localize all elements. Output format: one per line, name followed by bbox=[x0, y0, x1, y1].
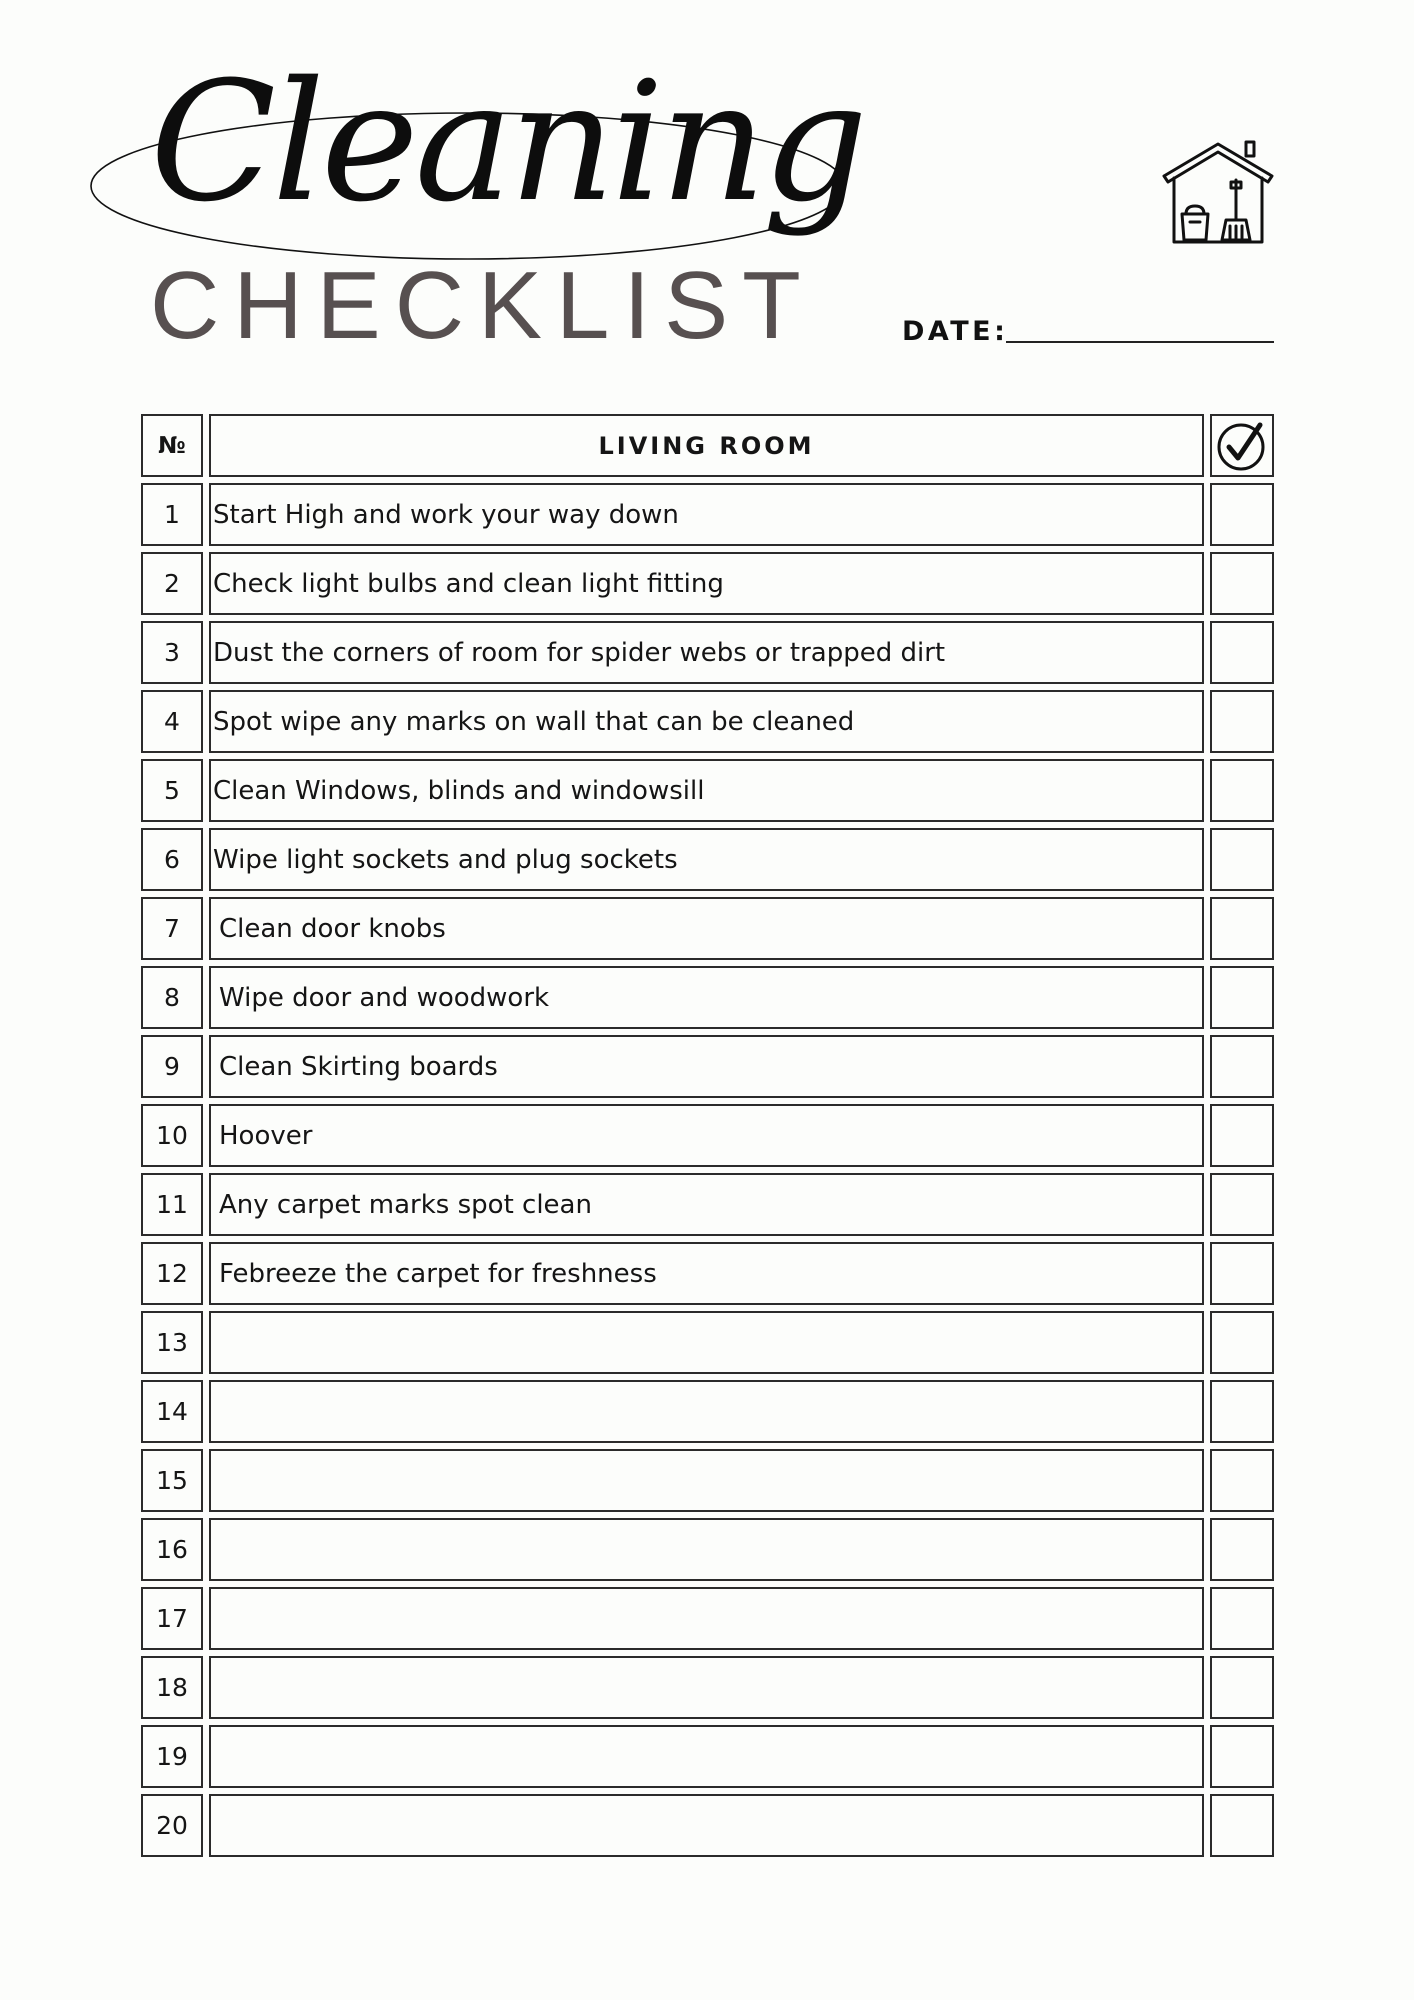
task-checkbox[interactable] bbox=[1210, 1035, 1274, 1098]
task-checkbox[interactable] bbox=[1210, 1449, 1274, 1512]
task-checkbox[interactable] bbox=[1210, 897, 1274, 960]
task-text: Dust the corners of room for spider webs or trapped dirt bbox=[209, 621, 1204, 684]
page-header bbox=[0, 0, 1414, 390]
task-checkbox[interactable] bbox=[1210, 1380, 1274, 1443]
table-row bbox=[141, 1725, 1274, 1788]
task-text bbox=[209, 1587, 1204, 1650]
task-checkbox[interactable] bbox=[1210, 1587, 1274, 1650]
row-number: 4 bbox=[141, 690, 203, 753]
task-checkbox[interactable] bbox=[1210, 483, 1274, 546]
task-text: Clean Windows, blinds and windowsill bbox=[209, 759, 1204, 822]
row-number: 11 bbox=[141, 1173, 203, 1236]
table-row bbox=[141, 1518, 1274, 1581]
table-row bbox=[141, 1242, 1274, 1305]
title-main: CHECKLIST bbox=[150, 252, 815, 359]
task-text: Febreeze the carpet for freshness bbox=[209, 1242, 1204, 1305]
task-checkbox[interactable] bbox=[1210, 690, 1274, 753]
table-row bbox=[141, 483, 1274, 546]
row-number: 14 bbox=[141, 1380, 203, 1443]
row-number: 3 bbox=[141, 621, 203, 684]
table-row bbox=[141, 1311, 1274, 1374]
task-checkbox[interactable] bbox=[1210, 759, 1274, 822]
task-checkbox[interactable] bbox=[1210, 966, 1274, 1029]
date-label: DATE: bbox=[902, 316, 1009, 347]
task-text: Hoover bbox=[209, 1104, 1204, 1167]
task-text bbox=[209, 1311, 1204, 1374]
task-checkbox[interactable] bbox=[1210, 1725, 1274, 1788]
table-row bbox=[141, 1656, 1274, 1719]
table-row bbox=[141, 1380, 1274, 1443]
checklist-table bbox=[141, 414, 1274, 1857]
task-text: Clean door knobs bbox=[209, 897, 1204, 960]
row-number: 9 bbox=[141, 1035, 203, 1098]
task-checkbox[interactable] bbox=[1210, 1794, 1274, 1857]
table-row bbox=[141, 1449, 1274, 1512]
table-row bbox=[141, 1794, 1274, 1857]
task-checkbox[interactable] bbox=[1210, 1104, 1274, 1167]
table-row bbox=[141, 759, 1274, 822]
row-number: 7 bbox=[141, 897, 203, 960]
row-number: 19 bbox=[141, 1725, 203, 1788]
task-text: Check light bulbs and clean light fitting bbox=[209, 552, 1204, 615]
table-row bbox=[141, 1173, 1274, 1236]
table-row bbox=[141, 1035, 1274, 1098]
task-text bbox=[209, 1725, 1204, 1788]
row-number: 15 bbox=[141, 1449, 203, 1512]
row-number: 13 bbox=[141, 1311, 203, 1374]
task-checkbox[interactable] bbox=[1210, 828, 1274, 891]
table-row bbox=[141, 621, 1274, 684]
row-number: 10 bbox=[141, 1104, 203, 1167]
house-with-cleaning-supplies-icon bbox=[1160, 140, 1276, 246]
task-checkbox[interactable] bbox=[1210, 1656, 1274, 1719]
task-checkbox[interactable] bbox=[1210, 1173, 1274, 1236]
task-text bbox=[209, 1380, 1204, 1443]
task-text bbox=[209, 1449, 1204, 1512]
table-row bbox=[141, 897, 1274, 960]
task-text: Clean Skirting boards bbox=[209, 1035, 1204, 1098]
table-row bbox=[141, 1104, 1274, 1167]
section-title: LIVING ROOM bbox=[209, 414, 1204, 477]
row-number: 17 bbox=[141, 1587, 203, 1650]
task-checkbox[interactable] bbox=[1210, 1242, 1274, 1305]
task-text: Wipe light sockets and plug sockets bbox=[209, 828, 1204, 891]
task-text: Wipe door and woodwork bbox=[209, 966, 1204, 1029]
task-text: Start High and work your way down bbox=[209, 483, 1204, 546]
check-circle-icon bbox=[1216, 420, 1268, 472]
row-number: 6 bbox=[141, 828, 203, 891]
date-input-line[interactable] bbox=[1006, 341, 1274, 343]
table-row bbox=[141, 966, 1274, 1029]
check-column-header bbox=[1210, 414, 1274, 477]
table-row bbox=[141, 552, 1274, 615]
number-column-header: № bbox=[141, 414, 203, 477]
row-number: 5 bbox=[141, 759, 203, 822]
task-text bbox=[209, 1656, 1204, 1719]
row-number: 2 bbox=[141, 552, 203, 615]
task-text: Spot wipe any marks on wall that can be cleaned bbox=[209, 690, 1204, 753]
row-number: 20 bbox=[141, 1794, 203, 1857]
task-text bbox=[209, 1518, 1204, 1581]
task-checkbox[interactable] bbox=[1210, 621, 1274, 684]
row-number: 12 bbox=[141, 1242, 203, 1305]
task-checkbox[interactable] bbox=[1210, 552, 1274, 615]
table-row bbox=[141, 690, 1274, 753]
row-number: 1 bbox=[141, 483, 203, 546]
row-number: 18 bbox=[141, 1656, 203, 1719]
title-script: Cleaning bbox=[150, 46, 864, 238]
row-number: 16 bbox=[141, 1518, 203, 1581]
table-header-row bbox=[141, 414, 1274, 477]
table-row bbox=[141, 1587, 1274, 1650]
row-number: 8 bbox=[141, 966, 203, 1029]
table-row bbox=[141, 828, 1274, 891]
task-checkbox[interactable] bbox=[1210, 1518, 1274, 1581]
task-checkbox[interactable] bbox=[1210, 1311, 1274, 1374]
task-text bbox=[209, 1794, 1204, 1857]
task-text: Any carpet marks spot clean bbox=[209, 1173, 1204, 1236]
